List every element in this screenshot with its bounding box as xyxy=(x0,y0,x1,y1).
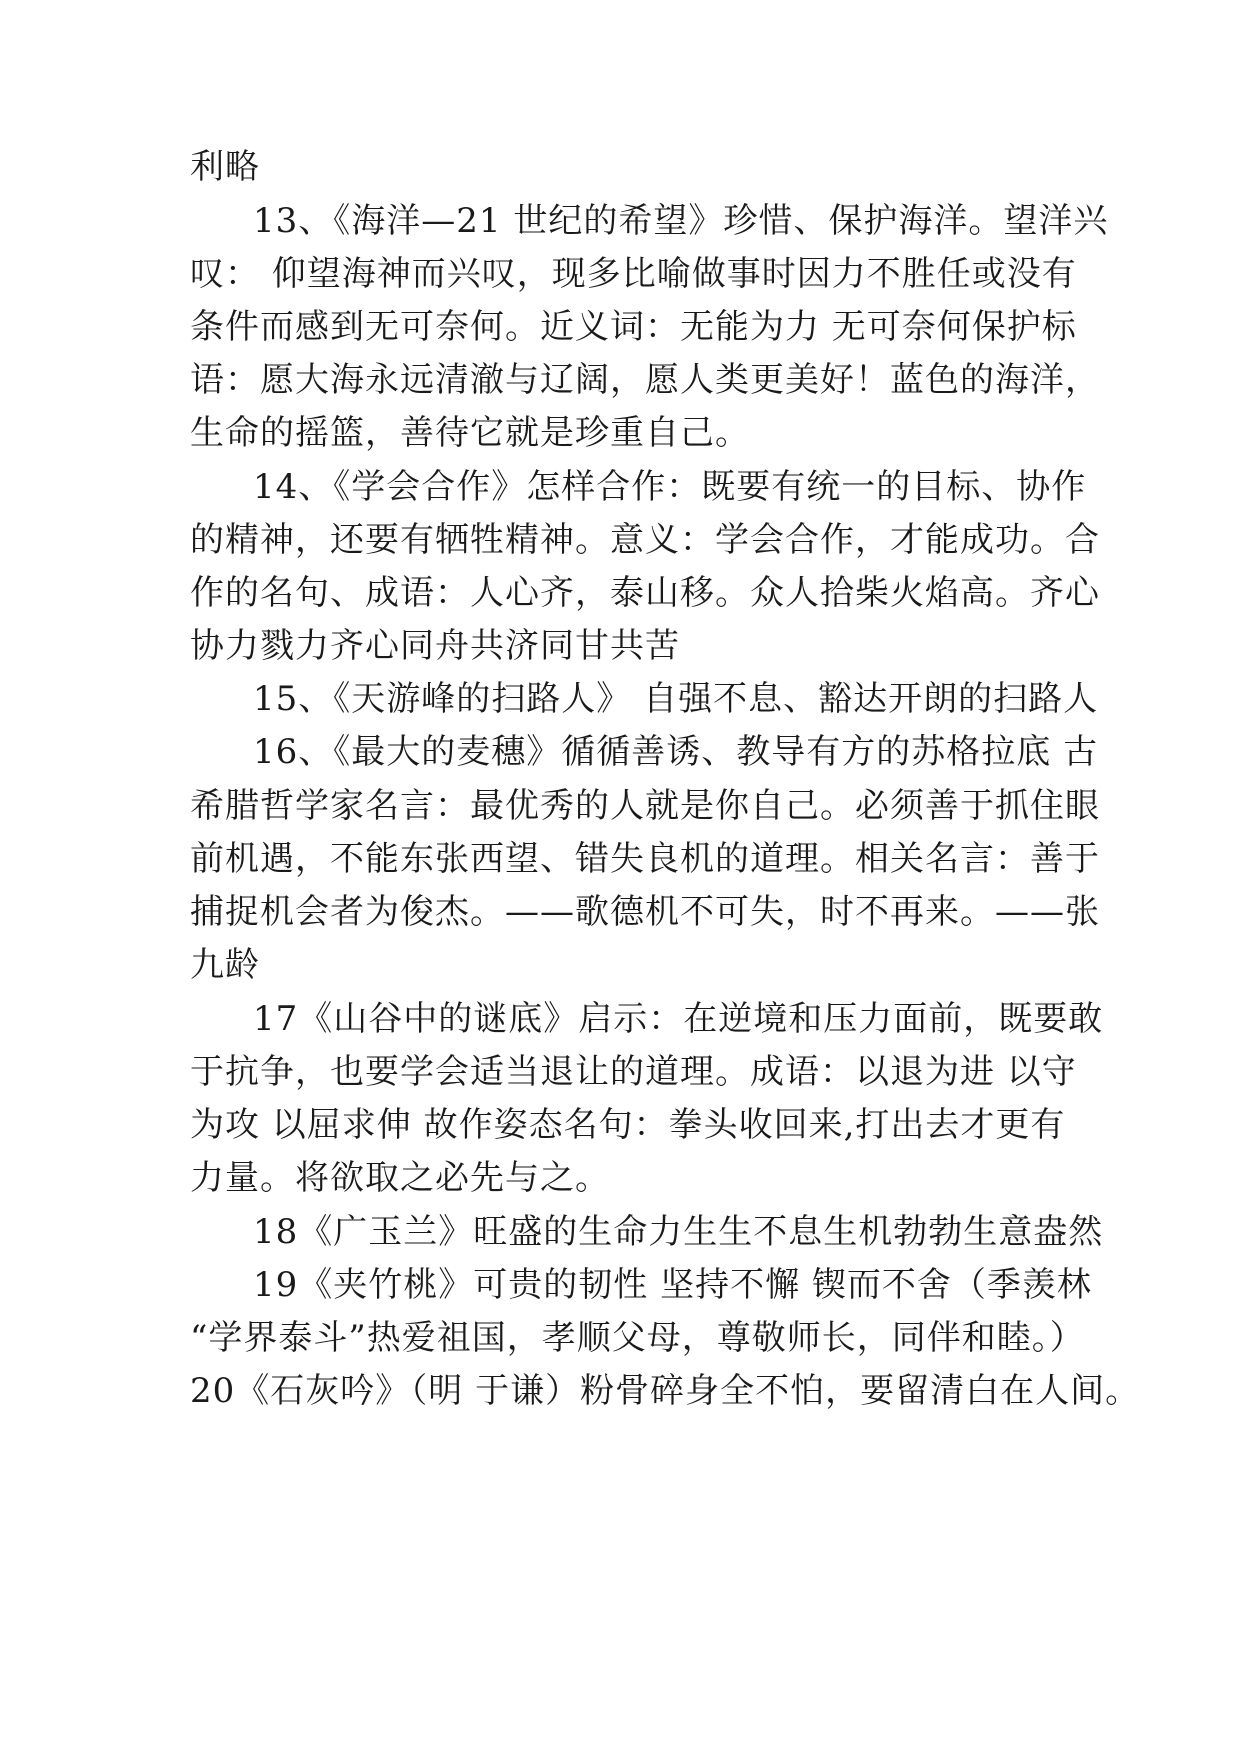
text-line: 生命的摇篮，善待它就是珍重自己。 xyxy=(190,413,750,453)
text-line: 17《山谷中的谜底》启示：在逆境和压力面前，既要敢 xyxy=(253,999,1104,1039)
text-line: 作的名句、成语：人心齐，泰山移。众人拾柴火焰高。齐心 xyxy=(190,573,1100,613)
text-line: 利略 xyxy=(190,147,260,187)
text-line: 叹： 仰望海神而兴叹，现多比喻做事时因力不胜任或没有 xyxy=(190,254,1077,294)
text-line: 协力戮力齐心同舟共济同甘共苦 xyxy=(190,626,680,666)
text-line: 条件而感到无可奈何。近义词：无能为力 无可奈何保护标 xyxy=(190,307,1077,347)
text-line: 九龄 xyxy=(190,945,260,985)
text-line: 捕捉机会者为俊杰。——歌德机不可失，时不再来。——张 xyxy=(190,892,1100,932)
text-line: 语：愿大海永远清澈与辽阔，愿人类更美好！蓝色的海洋， xyxy=(190,360,1100,400)
text-line: 于抗争，也要学会适当退让的道理。成语：以退为进 以守 xyxy=(190,1052,1077,1092)
text-line: 前机遇，不能东张西望、错失良机的道理。相关名言：善于 xyxy=(190,839,1100,879)
text-line: 20《石灰吟》（明 于谦）粉骨碎身全不怕，要留清白在人间。 xyxy=(190,1371,1141,1411)
text-line: 16、《最大的麦穗》循循善诱、教导有方的苏格拉底 古 xyxy=(253,732,1099,772)
text-line: “学界泰斗”热爱祖国，孝顺父母，尊敬师长，同伴和睦。） xyxy=(190,1318,1085,1358)
text-line: 14、《学会合作》怎样合作：既要有统一的目标、协作 xyxy=(253,467,1087,507)
text-line: 19《夹竹桃》可贵的韧性 坚持不懈 锲而不舍（季羡林 xyxy=(253,1265,1092,1305)
text-line: 15、《天游峰的扫路人》 自强不息、豁达开朗的扫路人 xyxy=(253,679,1099,719)
text-line: 力量。将欲取之必先与之。 xyxy=(190,1158,610,1198)
text-line: 希腊哲学家名言：最优秀的人就是你自己。必须善于抓住眼 xyxy=(190,786,1100,826)
text-line: 13、《海洋—21 世纪的希望》珍惜、保护海洋。望洋兴 xyxy=(253,201,1109,241)
text-line: 的精神，还要有牺牲精神。意义：学会合作，才能成功。合 xyxy=(190,520,1100,560)
text-line: 18《广玉兰》旺盛的生命力生生不息生机勃勃生意盎然 xyxy=(253,1212,1104,1252)
text-line: 为攻 以屈求伸 故作姿态名句：拳头收回来,打出去才更有 xyxy=(190,1105,1066,1145)
